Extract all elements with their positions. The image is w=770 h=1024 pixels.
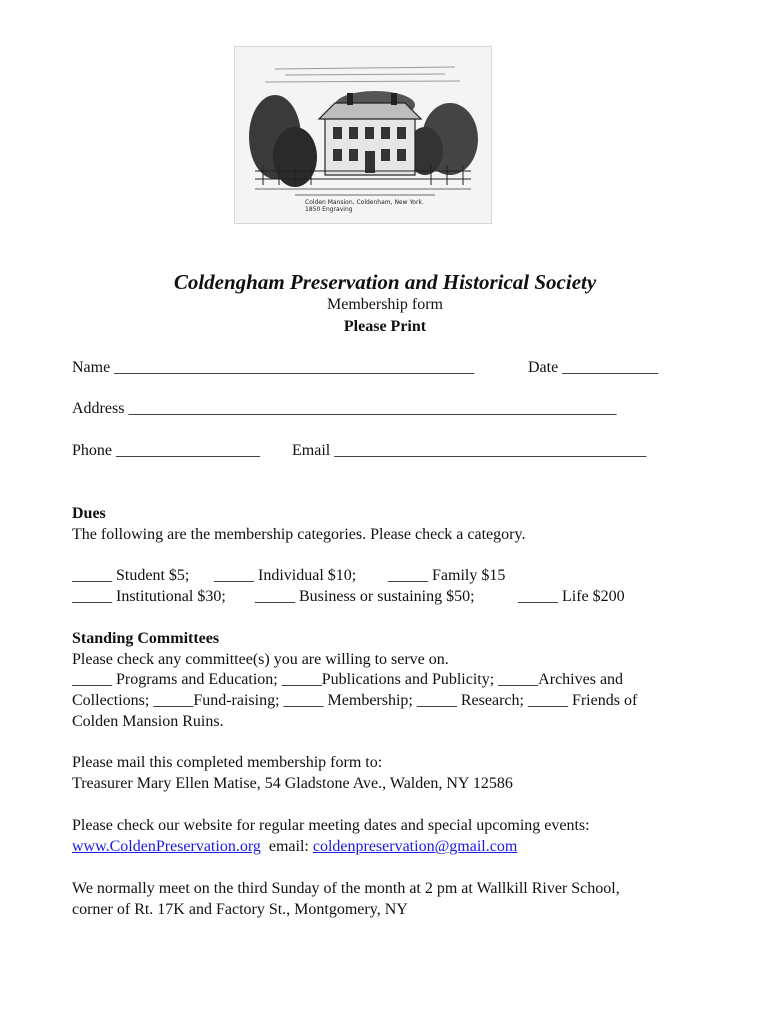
email-link[interactable]: coldenpreservation@gmail.com — [312, 838, 518, 855]
form-subtitle: Membership form — [327, 296, 443, 313]
colden-mansion-engraving — [234, 46, 492, 224]
print-note: Please Print — [343, 318, 427, 335]
committees-options-line1[interactable]: _____ Programs and Education; _____Publications and Publicity; _____Archives and — [72, 671, 624, 688]
date-field[interactable]: Date ____________ — [528, 359, 659, 376]
dues-individual-option[interactable]: _____ Individual $10; — [214, 567, 357, 584]
website-link[interactable]: www.ColdenPreservation.org — [72, 838, 261, 855]
phone-field[interactable]: Phone __________________ — [72, 442, 260, 459]
mail-address: Treasurer Mary Ellen Matise, 54 Gladstone Ave., Walden, NY 12586 — [72, 775, 513, 792]
meeting-info-line2: corner of Rt. 17K and Factory St., Montgomery, NY — [72, 901, 408, 918]
address-field[interactable]: Address _____________________________________________________________ — [72, 400, 617, 417]
dues-institutional-option[interactable]: _____ Institutional $30; — [72, 588, 226, 605]
meeting-info-line1: We normally meet on the third Sunday of the month at 2 pm at Wallkill River School, — [72, 880, 620, 897]
dues-life-option[interactable]: _____ Life $200 — [518, 588, 625, 605]
committees-heading: Standing Committees — [72, 630, 220, 647]
committees-options-line2[interactable]: Collections; _____Fund-raising; _____ Membership; _____ Research; _____ Friends of — [72, 692, 638, 709]
name-field[interactable]: Name _____________________________________________ — [72, 359, 475, 376]
engraving-caption: Colden Mansion, Coldenham, New York. 1850 Engraving — [305, 199, 424, 213]
engraving-drawing — [235, 47, 491, 223]
mail-instructions: Please mail this completed membership form to: — [72, 754, 383, 771]
email-field[interactable]: Email _______________________________________ — [292, 442, 647, 459]
dues-intro: The following are the membership categories. Please check a category. — [72, 526, 526, 543]
dues-business-option[interactable]: _____ Business or sustaining $50; — [255, 588, 475, 605]
committees-intro: Please check any committee(s) you are willing to serve on. — [72, 651, 449, 668]
page-title: Coldengham Preservation and Historical Society — [173, 270, 597, 294]
email-label: email: — [268, 838, 309, 855]
contact-line — [72, 836, 517, 857]
website-note: Please check our website for regular meeting dates and special upcoming events: — [72, 817, 590, 834]
dues-family-option[interactable]: _____ Family $15 — [388, 567, 506, 584]
committees-options-line3: Colden Mansion Ruins. — [72, 713, 224, 730]
dues-student-option[interactable]: _____ Student $5; — [72, 567, 190, 584]
dues-heading: Dues — [72, 505, 106, 522]
